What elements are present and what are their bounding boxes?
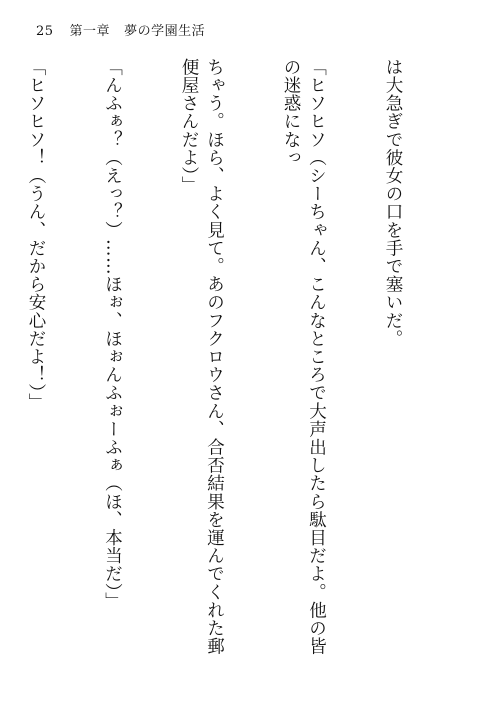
text-line: 「んふぁ？（えっ？）……ほぉ、ほぉんふぉーふぁ（ほ、本当だ）」 bbox=[102, 58, 123, 611]
running-header bbox=[36, 20, 205, 40]
text-line: ちゃう。ほら、よく見て。あのフクロウさん、合否結果を運んでくれた郵便屋さんだよ）」 bbox=[179, 58, 225, 656]
chapter-label: 第一章 bbox=[69, 24, 111, 39]
text-line: は大急ぎで彼女の口を手で塞いだ。 bbox=[383, 58, 403, 348]
page-number: 25 bbox=[36, 24, 54, 39]
text-line: 「ヒソヒソ！（うん、だから安心だよ！）」 bbox=[26, 58, 46, 412]
text-line: 「ヒソヒソ（シーちゃん、こんなところで大声出したら駄目だよ。他の皆の迷惑になっ bbox=[281, 58, 327, 656]
body-text bbox=[0, 58, 456, 658]
chapter-title: 夢の学園生活 bbox=[124, 24, 206, 39]
